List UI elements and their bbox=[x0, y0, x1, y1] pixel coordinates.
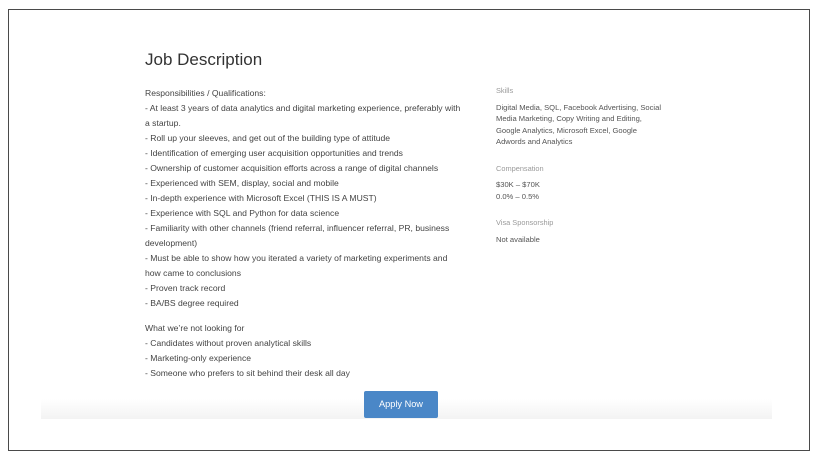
list-item: - Marketing-only experience bbox=[145, 353, 252, 363]
description-body bbox=[145, 86, 465, 381]
list-item: - Identification of emerging user acquisition opportunities and trends bbox=[145, 148, 403, 158]
section-heading: What we’re not looking for bbox=[145, 323, 245, 333]
visa-label: Visa Sponsorship bbox=[496, 218, 554, 227]
skills-block bbox=[496, 85, 666, 148]
salary-range: $30K – $70K bbox=[496, 180, 540, 189]
compensation-block bbox=[496, 163, 666, 203]
responsibilities-section bbox=[145, 86, 465, 311]
list-item: - Experienced with SEM, display, social and mobile bbox=[145, 178, 339, 188]
visa-block bbox=[496, 217, 666, 245]
list-item: - Must be able to show how you iterated a variety of marketing experiments and how came to conclusions bbox=[145, 253, 448, 278]
page-title: Job Description bbox=[145, 50, 263, 69]
list-item: - Experience with SQL and Python for data science bbox=[145, 208, 340, 218]
list-item: - Candidates without proven analytical skills bbox=[145, 338, 312, 348]
equity-range: 0.0% – 0.5% bbox=[496, 191, 540, 201]
apply-now-button[interactable]: Apply Now bbox=[364, 391, 438, 418]
skills-value: Digital Media, SQL, Facebook Advertising, Social Media Marketing, Copy Writing and Editing, Google Analytics, Microsoft Excel, Google Adwords and Analytics bbox=[496, 102, 662, 146]
list-item: - At least 3 years of data analytics and digital marketing experience, preferably with a startup. bbox=[145, 103, 461, 128]
compensation-label: Compensation bbox=[496, 163, 544, 173]
list-item: - Roll up your sleeves, and get out of the building type of attitude bbox=[145, 133, 391, 143]
list-item: - Familiarity with other channels (friend referral, influencer referral, PR, business development) bbox=[145, 223, 450, 248]
list-item: - Someone who prefers to sit behind their desk all day bbox=[145, 368, 350, 378]
skills-label: Skills bbox=[496, 86, 514, 95]
visa-value: Not available bbox=[496, 234, 540, 244]
list-item: - In-depth experience with Microsoft Excel (THIS IS A MUST) bbox=[145, 193, 377, 203]
list-item: - Ownership of customer acquisition efforts across a range of digital channels bbox=[145, 163, 439, 173]
job-details-sidebar bbox=[496, 85, 666, 260]
section-heading: Responsibilities / Qualifications: bbox=[145, 88, 266, 98]
list-item: - Proven track record bbox=[145, 283, 226, 293]
not-looking-for-section bbox=[145, 321, 465, 381]
list-item: - BA/BS degree required bbox=[145, 298, 239, 308]
